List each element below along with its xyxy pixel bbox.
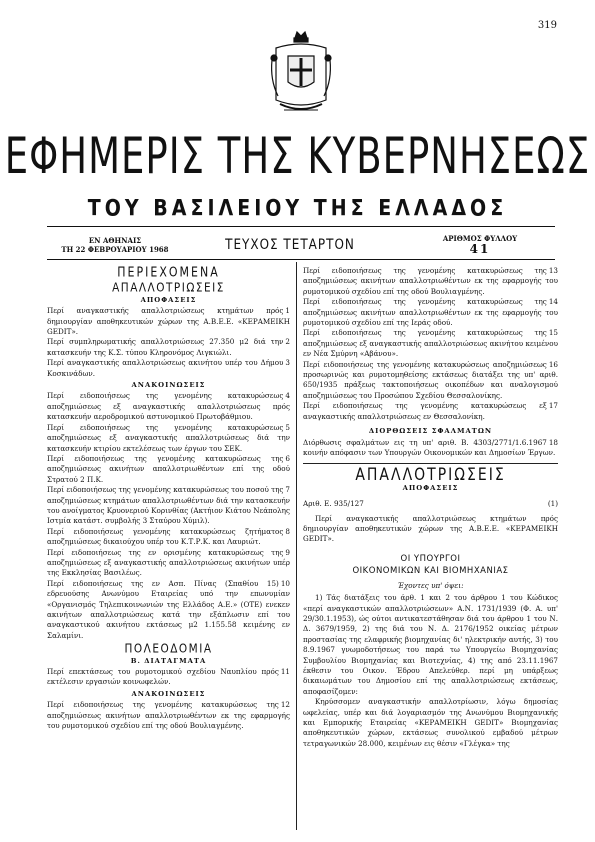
toc-entry-text: Περί ειδοποιήσεως της γενομένης κατακυρώσεως του ποσού της αποζημιώσεως κτημάτων απαλλοτριωθέντων διά την κατασκευήν του ανοίγματος Κρυονεριού Κορινθίας (Ακτήιον Κιάτου Νεάπολης Ιστμία κατάστ. συμβολής 3 Σταύρου Χύμιλ).	[47, 485, 290, 526]
toc-entry-text: Περί ειδοποιήσεως της γενομένης κατακυρώσεως της αποζημιώσεως ακινήτων απαλλοτριωθέντων εκ της εφαρμογής του ρυμοτομικού σχεδίου επί της οδού Βουλιαγμένης.	[303, 266, 558, 296]
toc-entry-text: Περί ειδοποιήσεως γενομένης κατακυρώσεως ζητήματος αποζημιώσεως δικαιούχου υπέρ του Κ.Τ.Ρ.Κ. και Λαυριώτ.	[47, 526, 284, 547]
toc-entry-page: 16	[548, 359, 558, 369]
toc-entry-page: 15	[548, 328, 558, 338]
ministry-heading	[303, 553, 558, 577]
decision-ref-number: Αριθ. Ε. 935/127	[303, 499, 364, 509]
toc-entry	[47, 667, 290, 688]
toc-entry-text: Περί ειδοποιήσεως της γενομένης κατακυρώσεως της αποζημιώσεως ακινήτων απαλλοτριωθέντων εκ της εφαρμογής του ρυμοτομικού σχεδίου επί της οδού Βουλιαγμένης.	[47, 700, 290, 731]
toc-entry-page: 14	[548, 297, 558, 307]
toc-subsection-title: Β. ΔΙΑΤΑΓΜΑΤΑ	[130, 656, 207, 665]
toc-subsection-title: ΑΠΟΦΑΣΕΙΣ	[140, 295, 197, 304]
toc-entry-page: 2	[285, 337, 290, 347]
toc-subsection-title: ΑΝΑΚΟΙΝΩΣΕΙΣ	[131, 689, 206, 698]
masthead-top-rule	[47, 226, 555, 227]
ministry-line-1: ΟΙ ΥΠΟΥΡΓΟΙ	[400, 553, 461, 564]
toc-entry	[47, 391, 290, 422]
toc-entry-text: Περί ειδοποιήσεως της εν ορισμένης κατακυρώσεως της αποζημιώσεως εξ αναγκαστικής απαλλοτριώσεως ακινήτων υπέρ της Εκκλησίας Βασιλέως.	[47, 547, 290, 578]
main-subsection-heading: ΑΠΟΦΑΣΕΙΣ	[402, 483, 459, 492]
sheet-number-label: ΑΡΙΘΜΟΣ ΦΥΛΛΟΥ	[442, 234, 518, 243]
toc-entry-text: Διόρθωσις σφαλμάτων εις τη υπ' αριθ. Β. 4303/2771/1.6.1967 κοινήν απόφασιν των Υπουργών Οικονομικών και Δημοσίων Έργων.	[303, 437, 556, 457]
toc-entry-page: 6	[285, 453, 290, 463]
page-number: 319	[537, 20, 557, 31]
section-rule	[303, 463, 558, 464]
toc-entry	[47, 306, 290, 337]
toc-section-title: ΠΟΛΕΟΔΟΜΙΑ	[124, 642, 213, 657]
having-considered: Έχοντες υπ' όψει:	[397, 580, 464, 590]
toc-entry-text: Περί ειδοποιήσεως της εν Ασπ. Πίνας (Σπαθίου 15) εδρευούσης Ανωνύμου Εταιρείας υπό την επωνυμίαν «Οργανισμός Τηλεπικοινωνιών της Ελλάδος Α.Ε.» (ΟΤΕ) ενεκεν ακινήτων απαλλοτριώσεως κατά την εξάπλωσιν επί του αναγκαστικού ακινήτου εκτάσεως μ2 1.155.58 κειμένης εν Σαλαμίνι.	[47, 578, 290, 640]
column-divider	[296, 262, 297, 830]
decision-reference	[303, 499, 558, 509]
decision-summary: Περί αναγκαστικής απαλλοτριώσεως κτημάτων πρός δημιουργίαν αποθηκευτικών χώρων της Α.Β.Ε.Ε. «ΚΕΡΑΜΕΙΚΗ GEDIT».	[303, 513, 558, 544]
masthead-bottom-rule	[47, 259, 555, 260]
toc-entry-text: Περί ειδοποιήσεως της γενομένης κατακυρώσεως αποζημιώσεως προσωρινώς και ρυμοτομηθείσης εκτάσεως διατάξει της υπ' αριθ. 650/1935 πράξεως τακτοποιήσεως οικοπέδων και αναλογισμού αποζημιώσεως του Προσώπου Σχεδίου Θεσσαλονίκης.	[303, 359, 558, 400]
toc-entry-text: Περί ειδοποιήσεως της γενομένης κατακυρώσεως αποζημιώσεως εξ αναγκαστικής απαλλοτριώσεως διά την κατασκευήν κτιρίου εκτελέσεως των έργων του ΣΕΚ.	[47, 422, 290, 453]
toc-entry-text: Περί ειδοποιήσεως της γενομένης κατακυρώσεως εξ αναγκαστικής απαλλοτριώσεως εν Θεσσαλονίκη.	[303, 401, 547, 421]
toc-left-column	[47, 264, 290, 731]
toc-entry	[303, 360, 558, 402]
toc-entry-page: 10	[280, 578, 290, 588]
toc-entry-page: 11	[280, 667, 290, 677]
toc-entry	[303, 438, 558, 459]
toc-entry	[47, 337, 290, 358]
issue-place-date	[60, 236, 170, 254]
toc-entry-text: Περί ειδοποιήσεως της γενομένης κατακυρώσεως της αποζημιώσεως ακινήτων απαλλοτριωθέντων εκ της εφαρμογής του ρυμοτομικού σχεδίου επί της Ιεράς οδού.	[303, 297, 558, 328]
toc-entry-page: 3	[285, 358, 290, 368]
main-section-heading: ΑΠΑΛΛΟΤΡΙΩΣΕΙΣ	[355, 465, 506, 485]
sheet-number-box	[420, 234, 540, 254]
toc-entry	[47, 454, 290, 485]
toc-entry-page: 8	[285, 526, 290, 536]
toc-section-title: ΑΠΑΛΛΟΤΡΙΩΣΕΙΣ	[112, 281, 225, 296]
toc-subsection-title: ΑΝΑΚΟΙΝΩΣΕΙΣ	[131, 381, 206, 390]
toc-entry-text: Περί αναγκαστικής απαλλοτριώσεως κτημάτων πρός δημιουργίαν αποθηκευτικών χώρων της Α.Β.Ε.Ε. «ΚΕΡΑΜΕΙΚΗ GEDIT».	[47, 306, 290, 337]
toc-entry-page: 4	[285, 391, 290, 401]
toc-entry-page: 9	[285, 547, 290, 557]
toc-entry-page: 5	[285, 422, 290, 432]
issue-place: ΕΝ ΑΘΗΝΑΙΣ	[88, 236, 142, 245]
toc-entry	[47, 423, 290, 454]
sheet-number: 41	[469, 242, 491, 256]
toc-entry-page: 13	[548, 266, 558, 275]
decision-index: (1)	[547, 499, 558, 509]
gazette-title: ΕΦΗΜΕΡΙΣ ΤΗΣ ΚΥΒΕΡΝΗΣΕΩΣ	[4, 127, 591, 186]
gazette-subtitle: ΤΟΥ ΒΑΣΙΛΕΙΟΥ ΤΗΣ ΕΛΛΑΔΟΣ	[87, 196, 508, 222]
toc-entry-page: 7	[285, 485, 290, 495]
toc-entry-text: Περί επεκτάσεως του ρυμοτομικού σχεδίου Ναυπλίου πρός εκτέλεσιν εργασιών κοινωφελών.	[47, 667, 279, 687]
toc-entry	[303, 266, 558, 297]
decision-body-paragraph: 1) Τάς διατάξεις του άρθ. 1 και 2 του άρθρου 1 του Κώδικος «περί αναγκαστικών απαλλοτριώσεων» Α.Ν. 1731/1939 (Φ. Α. υπ' 29/30.1.1953), ώς ούτοι αντικατεστάθησαν διά του άρθρου 1 του Ν. Δ. 3679/1959, 2) της διά του Ν. Δ. 2176/1952 οικείας μέτρων προστασίας της ελαφρικής βιομηχανίας δι' ηλεκτρικήν αυτής, 3) του 8.9.1967 γνωμοδοτήσεως του παρά τω Υπουργείω Βιομηχανίας Συμβουλίου Βιομηχανίας και Βιοτεχνίας, 4) της από 23.11.1967 έκθεσιν του Οικον. Έδρου Απελεύθερ. περί μη υπάρξεως δικαιωμάτων του Δημοσίου επί της απαλλοτριώσεως εκτάσεως, αποφασίζομεν:	[303, 593, 558, 696]
toc-entry	[303, 297, 558, 328]
toc-entry-page: 17	[548, 401, 558, 411]
ministry-line-2: ΟΙΚΟΝΟΜΙΚΩΝ ΚΑΙ ΒΙΟΜΗΧΑΝΙΑΣ	[352, 565, 509, 576]
issue-date: ΤΗ 22 ΦΕΒΡΟΥΑΡΙΟΥ 1968	[61, 245, 169, 254]
toc-entry	[47, 358, 290, 379]
decision-body-paragraph: Κηρύσσομεν αναγκαστικήν απαλλοτρίωσιν, λόγω δημοσίας ωφελείας, υπέρ και διά λογαριασμόν της Ανωνύμου Βιομηχανικής και Εμπορικής Εταιρείας «ΚΕΡΑΜΕΙΚΗ GEDIT» Βιομηχανίας αποθηκευτικών χώρων, εκτάσεως συνολικού εμβαδού μέτρων τετραγωνικών 28.000, κειμένων εις θέσιν «Γλέγκα» της	[303, 697, 558, 748]
corrections-title: ΔΙΟΡΘΩΣΕΙΣ ΣΦΑΛΜΑΤΩΝ	[368, 427, 493, 436]
toc-entry	[47, 548, 290, 579]
toc-entry-text: Περί ειδοποιήσεως της γενομένης κατακυρώσεως της αποζημιώσεως ακινήτων απαλλοτριωθέντων επί της οδού Στρατού 2 Π.Κ.	[47, 453, 290, 484]
toc-entry	[47, 527, 290, 548]
toc-entry	[303, 401, 558, 422]
right-column	[303, 266, 558, 749]
toc-entry-text: Περί ειδοποιήσεως της γενομένης κατακυρώσεως της αποζημιώσεως εξ αναγκαστικής απαλλοτριώσεως ακινήτου κειμένου εν Νέα Σμύρνη «Αβάνου».	[303, 328, 558, 359]
toc-entry-text: Περί αναγκαστικής απαλλοτριώσεως ακινήτου υπέρ του Δήμου Κοσκινάδων.	[47, 358, 284, 378]
toc-entry-text: Περί ειδοποιήσεως της γενομένης κατακυρώσεως αποζημιώσεως εξ αναγκαστικής απαλλοτριώσεως πρός κατασκευήν αεροδρομικού αστυνομικού Πρωτοβάθμιου.	[47, 391, 290, 422]
toc-entry	[47, 700, 290, 731]
royal-coat-of-arms-icon	[266, 30, 336, 120]
toc-entry-text: Περί συμπληρωματικής απαλλοτριώσεως 27.350 μ2 διά την κατασκευήν της Κ.Σ. τύπου Κληρονόμος Λιγκιώλι.	[47, 337, 284, 357]
issue-title: ΤΕΥΧΟΣ ΤΕΤΑΡΤΟΝ	[225, 236, 355, 253]
toc-entry-page: 18	[548, 437, 558, 447]
toc-entry	[47, 579, 290, 641]
toc-entry	[47, 485, 290, 527]
toc-heading: ΠΕΡΙΕΧΟΜΕΝΑ	[117, 264, 220, 281]
toc-entry-page: 1	[285, 306, 290, 316]
toc-entry	[303, 328, 558, 359]
toc-entry-page: 12	[280, 700, 290, 710]
